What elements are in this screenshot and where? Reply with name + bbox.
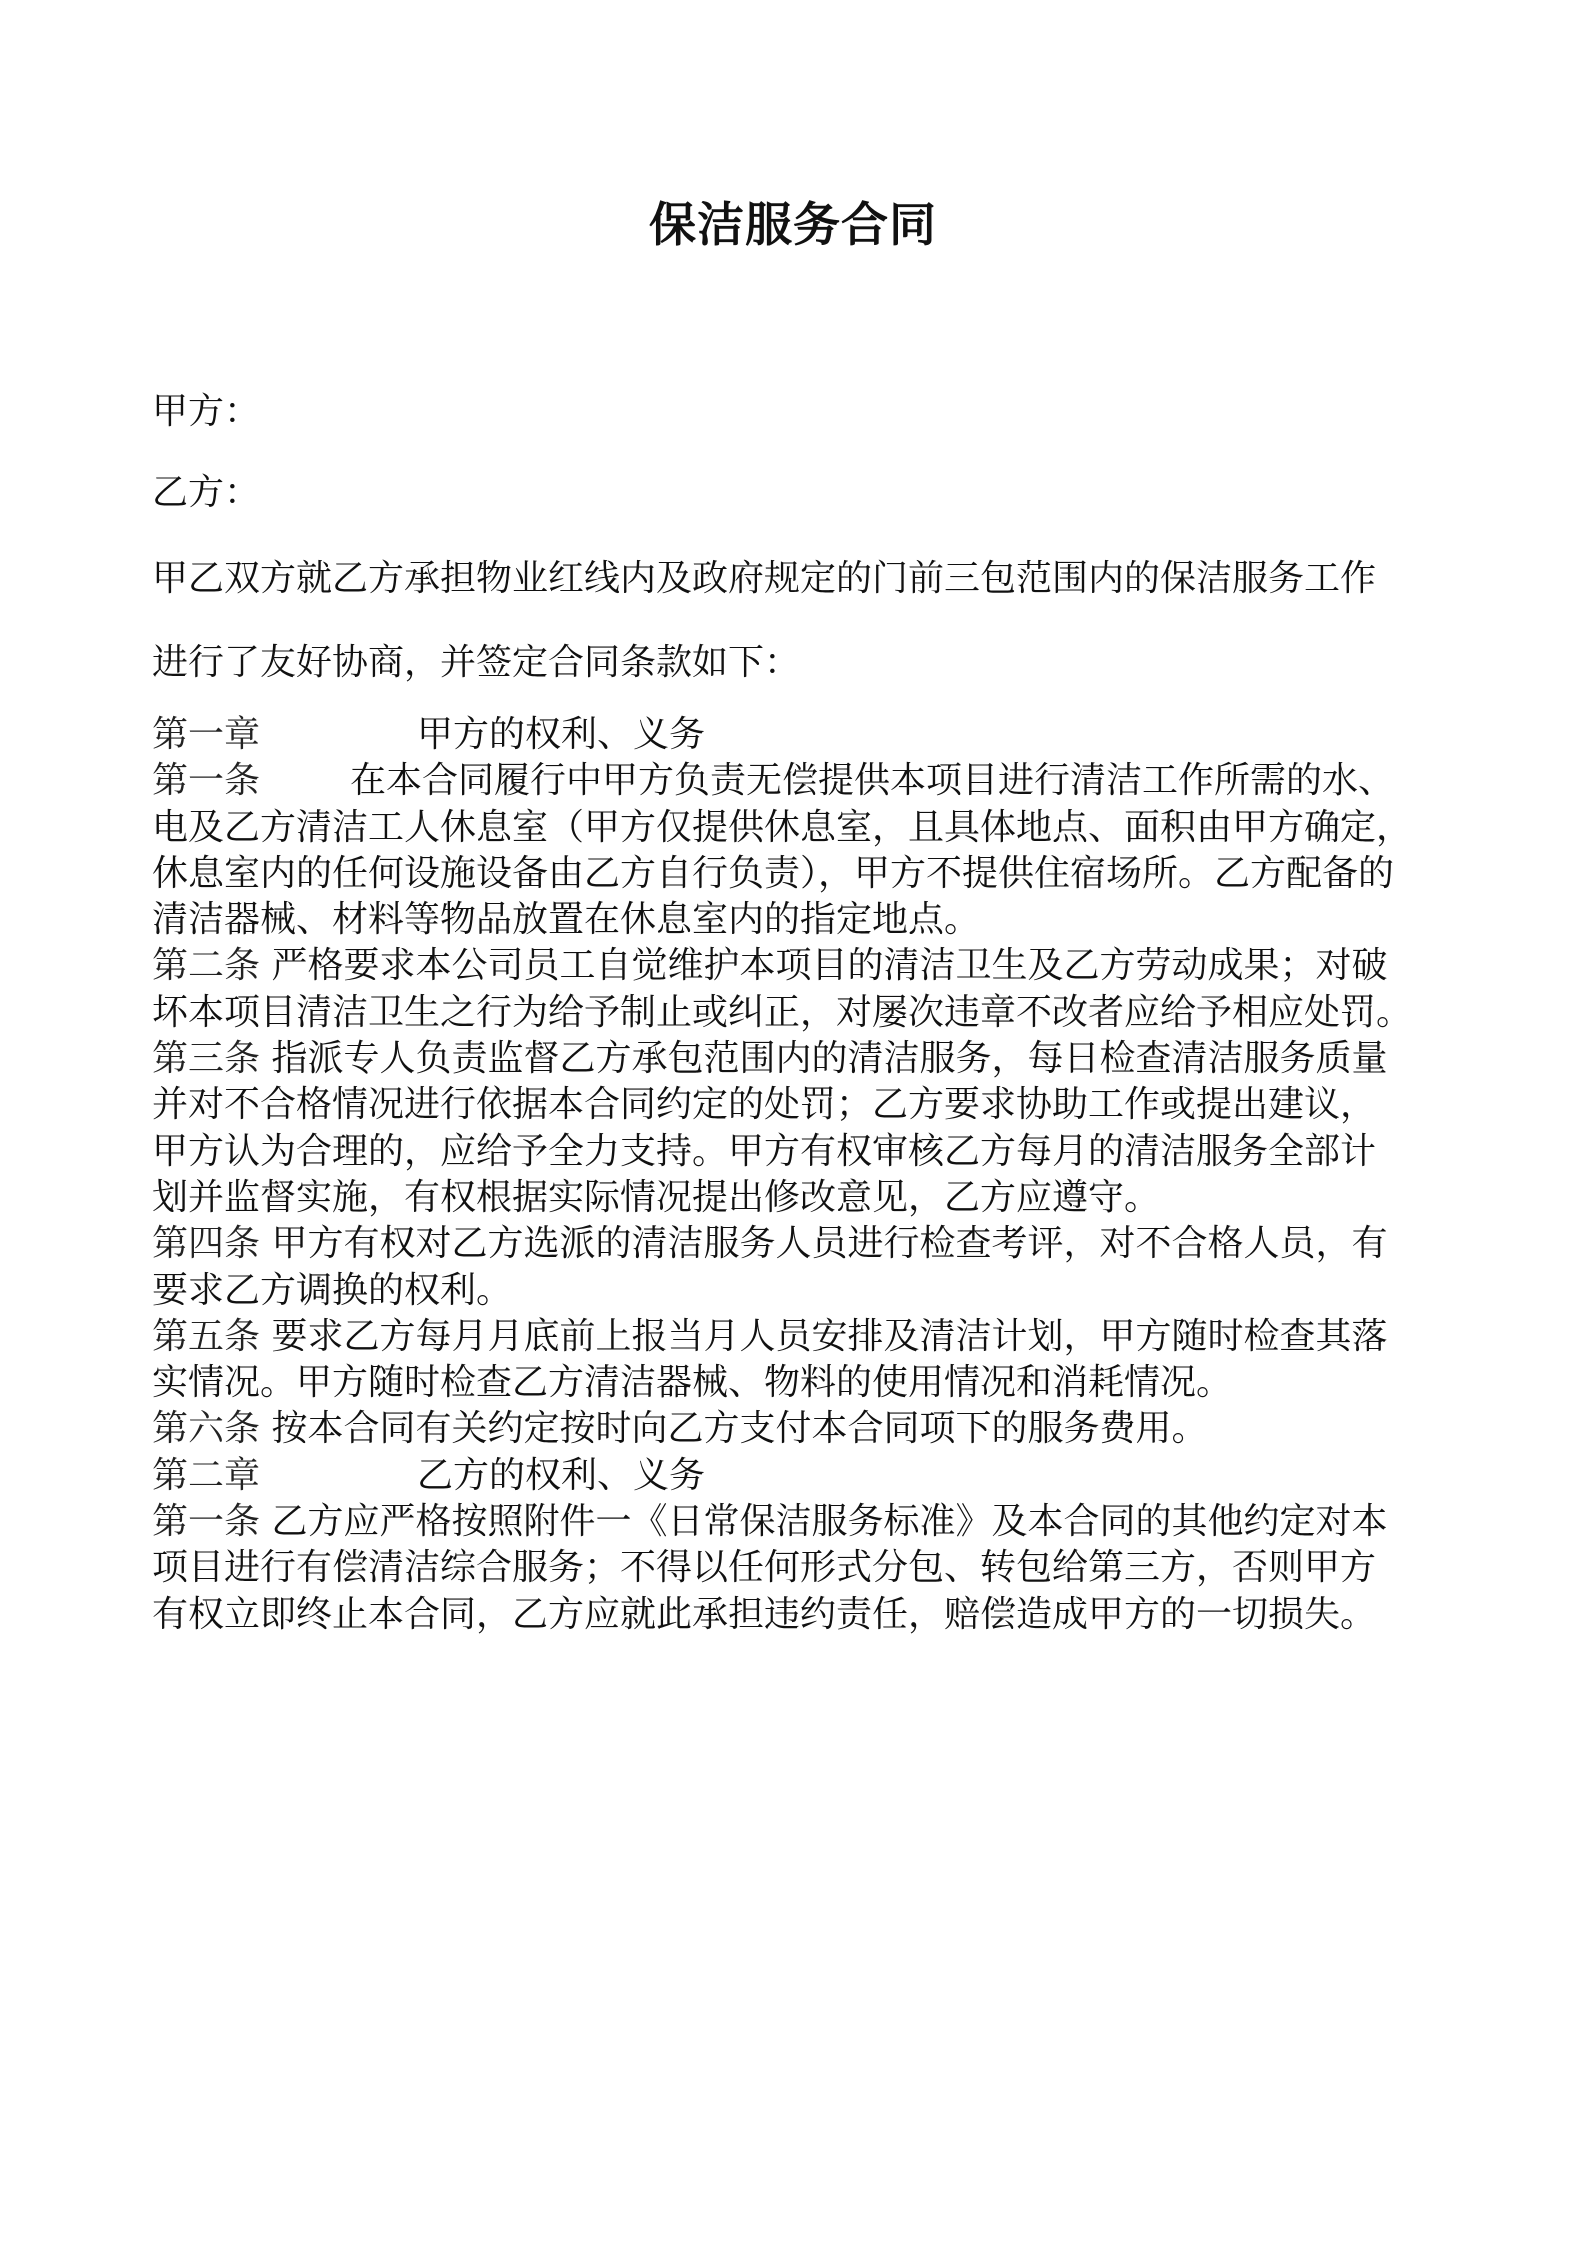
chapter-heading (152, 712, 1452, 758)
article-text: 在本合同履行中甲方负责无偿提供本项目进行清洁工作所需的水、 (350, 760, 1395, 802)
article-line: 有权立即终止本合同，乙方应就此承担违约责任，赔偿造成甲方的一切损失。 (152, 1593, 1377, 1635)
article-text: 要求乙方每月月底前上报当月人员安排及清洁计划，甲方随时检查其落 (271, 1315, 1388, 1357)
chapter-title: 乙方的权利、义务 (417, 1454, 706, 1496)
article-number: 第三条 (152, 1038, 261, 1080)
article-line: 划并监督实施，有权根据实际情况提出修改意见，乙方应遵守。 (152, 1176, 1161, 1218)
article-text: 乙方应严格按照附件一《日常保洁服务标准》及本合同的其他约定对本 (271, 1501, 1388, 1543)
article-line: 休息室内的任何设施设备由乙方自行负责），甲方不提供住宿场所。乙方配备的 (152, 852, 1395, 894)
article-line: 实情况。甲方随时检查乙方清洁器械、物料的使用情况和消耗情况。 (152, 1362, 1233, 1404)
intro-paragraph (152, 555, 1452, 723)
article-line: 电及乙方清洁工人休息室（甲方仅提供休息室，且具体地点、面积由甲方确定， (152, 806, 1413, 848)
article-line (152, 1314, 1452, 1360)
article-number: 第一条 (152, 1501, 261, 1543)
article-number: 第五条 (152, 1315, 261, 1357)
intro-line: 进行了友好协商，并签定合同条款如下： (152, 642, 801, 683)
chapter-number: 第一章 (152, 714, 261, 755)
article-line: 并对不合格情况进行依据本合同约定的处罚；乙方要求协助工作或提出建议， (152, 1084, 1377, 1126)
article-text: 按本合同有关约定按时向乙方支付本合同项下的服务费用。 (271, 1408, 1208, 1450)
article-line: 要求乙方调换的权利。 (152, 1269, 513, 1311)
article-line (152, 1499, 1452, 1545)
party-b-label: 乙方： (152, 472, 261, 513)
article-line: 甲方认为合理的，应给予全力支持。甲方有权审核乙方每月的清洁服务全部计 (152, 1130, 1377, 1172)
article-number: 第二条 (152, 945, 261, 987)
article-line: 项目进行有偿清洁综合服务；不得以任何形式分包、转包给第三方，否则甲方 (152, 1547, 1377, 1589)
article-number: 第四条 (152, 1223, 261, 1265)
article-text: 指派专人负责监督乙方承包范围内的清洁服务，每日检查清洁服务质量 (271, 1038, 1388, 1080)
intro-line: 甲乙双方就乙方承担物业红线内及政府规定的门前三包范围内的保洁服务工作 (152, 558, 1377, 599)
article-text: 甲方有权对乙方选派的清洁服务人员进行检查考评，对不合格人员，有 (271, 1223, 1388, 1265)
article-line: 坏本项目清洁卫生之行为给予制止或纠正，对屡次违章不改者应给予相应处罚。 (152, 991, 1413, 1033)
article-line: 清洁器械、材料等物品放置在休息室内的指定地点。 (152, 899, 981, 941)
article-text: 严格要求本公司员工自觉维护本项目的清洁卫生及乙方劳动成果；对破 (271, 945, 1388, 987)
article-number: 第六条 (152, 1408, 261, 1450)
document-title: 保洁服务合同 (649, 198, 937, 253)
chapter-number: 第二章 (152, 1454, 261, 1496)
article-line (152, 758, 1452, 804)
party-a-label: 甲方： (152, 391, 261, 432)
chapter-heading (152, 1453, 1452, 1499)
contract-body (152, 712, 1452, 1638)
article-line (152, 1221, 1452, 1267)
article-line (152, 1036, 1452, 1082)
article-line (152, 943, 1452, 989)
chapter-title: 甲方的权利、义务 (417, 714, 706, 755)
article-number: 第一条 (152, 760, 261, 802)
article-line (152, 1406, 1452, 1452)
